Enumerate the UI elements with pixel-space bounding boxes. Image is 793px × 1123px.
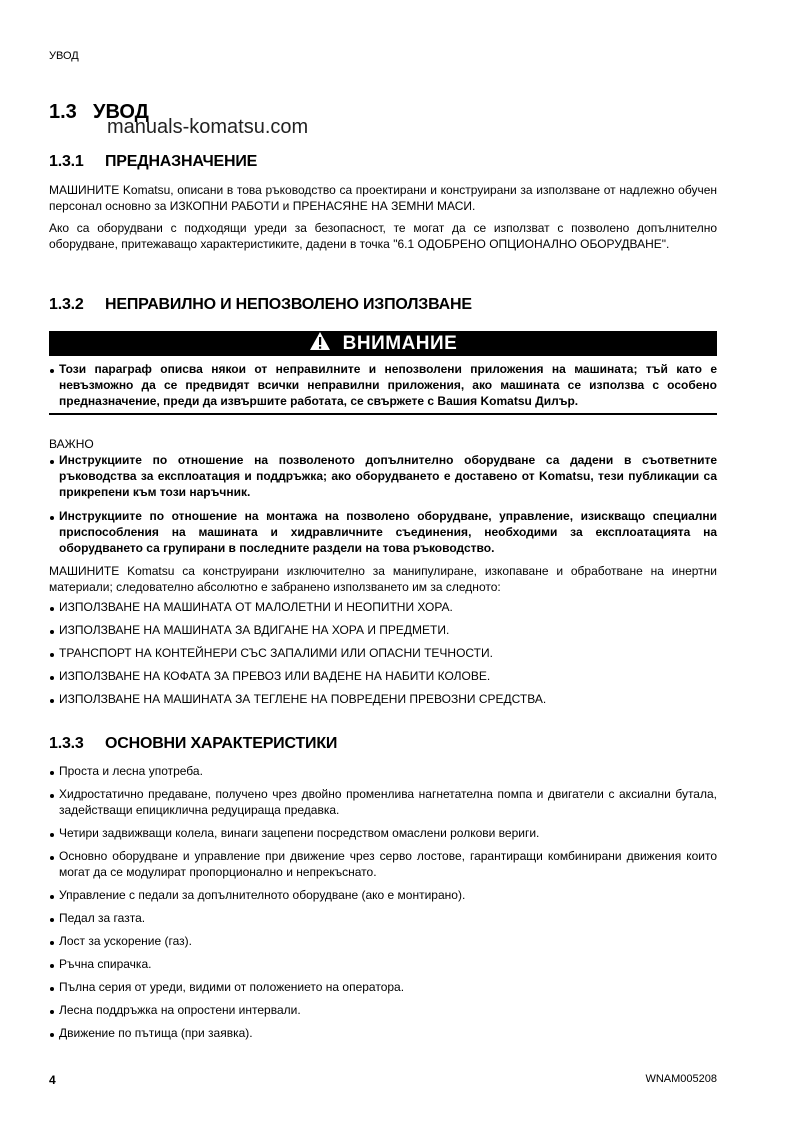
important-item: Инструкциите по отношение на позволеното допълнително оборудване са дадени в съответните ръководства за експлоатация и поддръжка; ако оборудването е доставено от Komatsu, тези публикации са прикрепени към този наръчник.	[49, 452, 717, 500]
subsection-title: ПРЕДНАЗНАЧЕНИЕ	[105, 153, 258, 170]
forbidden-item: ИЗПОЛЗВАНЕ НА МАШИНАТА ЗА ТЕГЛЕНЕ НА ПОВРЕДЕНИ ПРЕВОЗНИ СРЕДСТВА.	[49, 691, 717, 707]
subsection-number: 1.3.1	[49, 153, 84, 170]
feature-item: Проста и лесна употреба.	[49, 763, 717, 779]
subsection-heading-1-3-3	[49, 735, 337, 753]
important-item: Инструкциите по отношение на монтажа на позволено оборудване, управление, изискващо специални приспособления на машината и хидравличните съединения, необходими за експлоатацията на оборудването са групирани в последните раздели на това ръководство.	[49, 508, 717, 556]
features-list	[49, 763, 717, 1041]
warning-banner	[49, 331, 717, 356]
running-header: УВОД	[49, 50, 79, 62]
optional-equipment-paragraph: Ако са оборудвани с подходящи уреди за безопасност, те могат да се използват с позволено допълнително оборудване, притежаващо характеристиките, дадени в точка "6.1 ОДОБРЕНО ОПЦИОНАЛНО ОБОРУДВАНЕ".	[49, 221, 717, 251]
page-number: 4	[49, 1073, 56, 1087]
warning-list	[49, 361, 717, 409]
subsection-heading-1-3-1	[49, 153, 257, 171]
forbidden-item: ТРАНСПОРТ НА КОНТЕЙНЕРИ СЪС ЗАПАЛИМИ ИЛИ ОПАСНИ ТЕЧНОСТИ.	[49, 645, 717, 661]
subsection-title: ОСНОВНИ ХАРАКТЕРИСТИКИ	[105, 735, 338, 752]
warning-triangle-icon	[309, 331, 331, 356]
warning-item: Този параграф описва някои от неправилните и непозволени приложения на машината; тъй като е невъзможно да се предвидят всички неправилни приложения, ако машината се използва с особено предназначение, преди да извършите работата, се свържете с Вашия Komatsu Дилър.	[49, 361, 717, 409]
warning-title: ВНИМАНИЕ	[342, 332, 458, 354]
feature-item: Пълна серия от уреди, видими от положението на оператора.	[49, 979, 717, 995]
section-number: 1.3	[49, 101, 77, 123]
subsection-heading-1-3-2	[49, 296, 472, 314]
forbidden-intro-paragraph: МАШИНИТЕ Komatsu са конструирани изключително за манипулиране, изкопаване и обработване на инертни материали; следователно абсолютно е забранено използването им за следното:	[49, 564, 717, 594]
warning-bottom-rule	[49, 413, 717, 415]
section-title: УВОД	[93, 101, 149, 123]
feature-item: Педал за газта.	[49, 910, 717, 926]
forbidden-item: ИЗПОЛЗВАНЕ НА МАШИНАТА ОТ МАЛОЛЕТНИ И НЕОПИТНИ ХОРА.	[49, 599, 717, 615]
feature-item: Основно оборудване и управление при движение чрез серво лостове, гарантиращи комбинирани движения които могат да се модулират пропорционално и непрекъснато.	[49, 848, 717, 880]
feature-item: Лесна поддръжка на опростени интервали.	[49, 1002, 717, 1018]
forbidden-item: ИЗПОЛЗВАНЕ НА КОФАТА ЗА ПРЕВОЗ ИЛИ ВАДЕНЕ НА НАБИТИ КОЛОВЕ.	[49, 668, 717, 684]
intended-use-paragraph: МАШИНИТЕ Komatsu, описани в това ръководство са проектирани и конструирани за използване от надлежно обучен персонал основно за ИЗКОПНИ РАБОТИ и ПРЕНАСЯНЕ НА ЗЕМНИ МАСИ.	[49, 183, 717, 213]
feature-item: Лост за ускорение (газ).	[49, 933, 717, 949]
important-label: ВАЖНО	[49, 437, 94, 451]
watermark: manuals-komatsu.com	[107, 116, 309, 138]
important-list	[49, 452, 717, 556]
subsection-number: 1.3.3	[49, 735, 84, 752]
subsection-number: 1.3.2	[49, 296, 84, 313]
feature-item: Хидростатично предаване, получено чрез двойно променлива нагнетателна помпа и двигатели с аксиални бутала, задействащи епициклична редуцираща предавка.	[49, 786, 717, 818]
feature-item: Движение по пътища (при заявка).	[49, 1025, 717, 1041]
forbidden-uses-list	[49, 599, 717, 707]
feature-item: Четири задвижващи колела, винаги зацепени посредством омаслени ролкови вериги.	[49, 825, 717, 841]
document-code: WNAM005208	[645, 1073, 717, 1085]
feature-item: Управление с педали за допълнителното оборудване (ако е монтирано).	[49, 887, 717, 903]
subsection-title: НЕПРАВИЛНО И НЕПОЗВОЛЕНО ИЗПОЛЗВАНЕ	[105, 296, 472, 313]
feature-item: Ръчна спирачка.	[49, 956, 717, 972]
forbidden-item: ИЗПОЛЗВАНЕ НА МАШИНАТА ЗА ВДИГАНЕ НА ХОРА И ПРЕДМЕТИ.	[49, 622, 717, 638]
